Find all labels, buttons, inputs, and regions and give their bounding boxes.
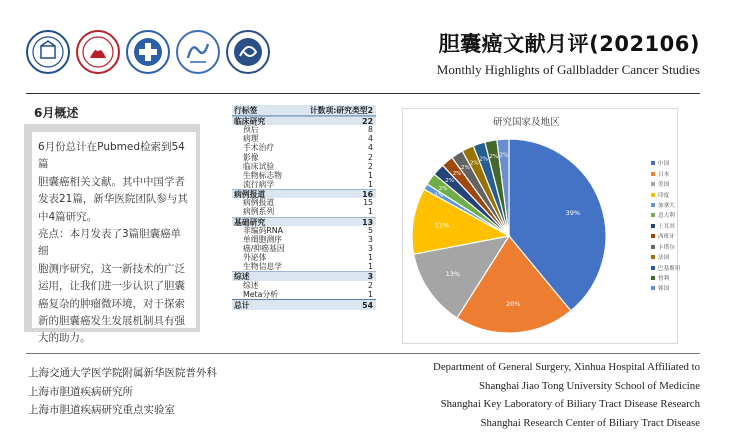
university-seal-icon (26, 30, 70, 74)
overview-line: 中4篇研究。 (38, 210, 98, 223)
pivot-col-value: 计数项:研究类型2 (309, 106, 373, 115)
pivot-row-label: 单细胞测序 (243, 234, 282, 244)
legend-item (651, 168, 680, 178)
pivot-row-value: 1 (368, 207, 373, 217)
pivot-row-value: 4 (368, 143, 373, 153)
chart-legend (651, 158, 680, 294)
overview-line: 发表21篇，新华医院团队参与其 (38, 193, 188, 206)
pie-data-label: 2% (460, 165, 470, 172)
overview-line: 6月份总计在Pubmed检索到54篇 (38, 141, 185, 171)
pivot-sub-row (232, 180, 376, 189)
pie-data-label: 2% (445, 178, 454, 185)
legend-label: 智利 (658, 276, 670, 283)
pivot-sub-row (232, 162, 376, 171)
legend-label: 土耳其 (658, 223, 675, 230)
legend-swatch (651, 182, 655, 186)
legend-item (651, 231, 680, 241)
legend-item (651, 283, 680, 293)
red-emblem-icon (76, 30, 120, 74)
overview-line: 癌复杂的肿瘤微环境，对于探索 (38, 297, 185, 310)
pie-data-label: 20% (506, 299, 521, 308)
legend-label: 美国 (658, 182, 670, 189)
pivot-row-label: 外泌体 (243, 253, 267, 263)
pivot-col-label: 行标签 (234, 106, 258, 115)
pivot-row-label: 临床研究 (234, 117, 266, 126)
pivot-row-value: 16 (362, 190, 373, 200)
pie-data-label: 39% (565, 209, 581, 217)
pie-data-label: 13% (445, 270, 461, 279)
legend-label: 法国 (658, 255, 670, 262)
logo-strip (26, 30, 270, 74)
legend-swatch (651, 234, 655, 238)
pivot-row-value: 3 (367, 272, 373, 282)
overview-line: 运用，让我们进一步认识了胆囊 (38, 280, 185, 293)
legend-label: 西班牙 (658, 234, 675, 241)
pivot-sub-row (232, 244, 376, 253)
page-subtitle: Monthly Highlights of Gallbladder Cancer Studies (436, 62, 700, 77)
pivot-sub-row (232, 262, 376, 271)
pie-data-label: 2% (499, 152, 509, 159)
legend-item (651, 262, 680, 272)
xinhua-hospital-icon (126, 30, 170, 74)
legend-label: 印度 (658, 192, 670, 199)
footer-right (433, 358, 700, 432)
legend-item (651, 252, 680, 262)
pivot-sub-row (232, 281, 376, 290)
legend-item (651, 221, 680, 231)
pivot-row-value: 54 (362, 300, 373, 310)
pivot-row-label: 病例系列 (243, 207, 275, 217)
legend-swatch (651, 245, 655, 249)
legend-swatch (651, 286, 655, 290)
legend-swatch (651, 266, 655, 270)
pie-data-label: 2% (489, 153, 499, 160)
legend-swatch (651, 161, 655, 165)
pivot-sub-row (232, 143, 376, 152)
pivot-table (232, 105, 376, 310)
overview-line: 大的助力。 (38, 332, 91, 345)
pivot-row-value: 1 (368, 262, 373, 272)
pivot-sub-row (232, 235, 376, 244)
renai-emblem-icon (176, 30, 220, 74)
pivot-row-value: 1 (368, 170, 373, 180)
header-divider (26, 93, 700, 94)
pivot-sub-row (232, 125, 376, 134)
pivot-sub-row (232, 153, 376, 162)
legend-item (651, 158, 680, 168)
pivot-row-label: 预后 (243, 125, 259, 135)
pivot-row-label: 影像 (243, 152, 259, 162)
pie-data-label: 2% (469, 160, 479, 167)
pivot-row-label: 生物信息学 (243, 262, 282, 272)
pivot-sub-row (232, 226, 376, 235)
footer-en-line: Shanghai Research Center of Biliary Tract Disease (480, 416, 700, 429)
pivot-row-label: 病例报道 (243, 198, 275, 208)
overview-text (32, 132, 196, 345)
footer-en-line: Shanghai Jiao Tong University School of Medicine (479, 379, 700, 392)
overview-title: 6月概述 (34, 106, 79, 120)
legend-item (651, 189, 680, 199)
overview-line: 亮点：本月发表了3篇胆囊癌单细 (38, 228, 182, 258)
legend-item (651, 179, 680, 189)
pivot-row-label: 流行病学 (243, 179, 275, 189)
pivot-sub-row (232, 207, 376, 216)
pivot-row-label: 综述 (234, 272, 250, 282)
legend-swatch (651, 276, 655, 280)
footer-en-line: Department of General Surgery, Xinhua Hospital Affiliated to (433, 361, 700, 373)
legend-label: 意大利 (658, 213, 675, 220)
legend-label: 韩国 (658, 286, 670, 293)
pivot-row-label: 癌/抑癌基因 (243, 243, 285, 253)
pie-slices (412, 139, 606, 333)
legend-label: 日本 (658, 171, 670, 178)
pivot-row-label: 病例报道 (234, 190, 266, 200)
overview-box (24, 124, 200, 345)
pivot-row-label: 基础研究 (234, 217, 266, 227)
pivot-row-label: 病理 (243, 134, 259, 144)
legend-label: 巴基斯坦 (658, 265, 681, 272)
page-title: 胆囊癌文献月评(202106) (438, 32, 700, 56)
pivot-category-row (232, 217, 376, 226)
chart-title: 研究国家及地区 (493, 117, 560, 128)
footer-cn-line: 上海市胆道疾病研究所 (28, 385, 133, 398)
legend-label: 加拿大 (658, 202, 675, 209)
pie-data-label: 1% (434, 192, 444, 199)
swirl-emblem-icon (226, 30, 270, 74)
pivot-header (232, 105, 376, 116)
footer-cn-line: 上海交通大学医学院附属新华医院普外科 (28, 367, 217, 379)
pivot-row-value: 3 (368, 243, 373, 253)
pivot-category-row (232, 271, 376, 280)
legend-swatch (651, 203, 655, 207)
legend-item (651, 273, 680, 283)
pivot-row-value: 15 (363, 198, 373, 208)
overview-line: 胞测序研究，这一新技术的广泛 (38, 262, 185, 275)
overview-line: 新的胆囊癌发生发展机制具有强 (38, 315, 185, 328)
pivot-row-value: 22 (362, 117, 373, 126)
pivot-row-label: Meta分析 (243, 289, 278, 299)
legend-swatch (651, 224, 655, 228)
pivot-row-label: 临床试验 (243, 161, 275, 171)
pivot-sub-row (232, 171, 376, 180)
legend-swatch (651, 172, 655, 176)
legend-item (651, 210, 680, 220)
legend-swatch (651, 213, 655, 217)
legend-swatch (651, 193, 655, 197)
pivot-body (232, 116, 376, 310)
legend-swatch (651, 255, 655, 259)
pie-data-label: 11% (434, 221, 450, 230)
pivot-total-row (232, 299, 376, 310)
pivot-row-value: 2 (368, 152, 373, 162)
pivot-row-value: 2 (368, 280, 373, 290)
pivot-row-value: 13 (362, 217, 373, 227)
pie-data-label: 2% (438, 186, 448, 193)
pivot-row-value: 3 (368, 234, 373, 244)
pivot-category-row (232, 189, 376, 198)
pivot-row-value: 1 (368, 253, 373, 263)
pivot-row-label: 非编码RNA (243, 225, 283, 235)
legend-item (651, 242, 680, 252)
pivot-row-value: 5 (368, 225, 373, 235)
pivot-row-label: 生物标志物 (243, 170, 282, 180)
legend-label: 中国 (658, 161, 670, 168)
pie-data-label: 2% (452, 171, 462, 178)
pivot-row-label: 总计 (234, 300, 250, 310)
footer-cn-line: 上海市胆道疾病研究重点实验室 (28, 404, 175, 416)
country-pie-chart (402, 108, 681, 344)
pivot-sub-row (232, 253, 376, 262)
pivot-row-label: 综述 (243, 280, 259, 290)
footer-left (28, 364, 217, 420)
legend-item (651, 200, 680, 210)
pivot-row-value: 2 (368, 161, 373, 171)
pivot-category-row (232, 116, 376, 125)
pivot-sub-row (232, 290, 376, 299)
pivot-row-value: 8 (368, 125, 373, 135)
footer-divider (26, 353, 700, 354)
legend-label: 卡塔尔 (658, 244, 675, 251)
pivot-row-label: 手术治疗 (243, 143, 275, 153)
pie-data-label: 2% (479, 156, 489, 163)
pivot-row-value: 4 (368, 134, 373, 144)
pivot-row-value: 1 (368, 179, 373, 189)
overview-line: 胆囊癌相关文献。其中中国学者 (38, 175, 185, 188)
footer-en-line: Shanghai Key Laboratory of Biliary Tract Disease Research (440, 398, 700, 411)
pivot-row-value: 1 (368, 289, 373, 299)
